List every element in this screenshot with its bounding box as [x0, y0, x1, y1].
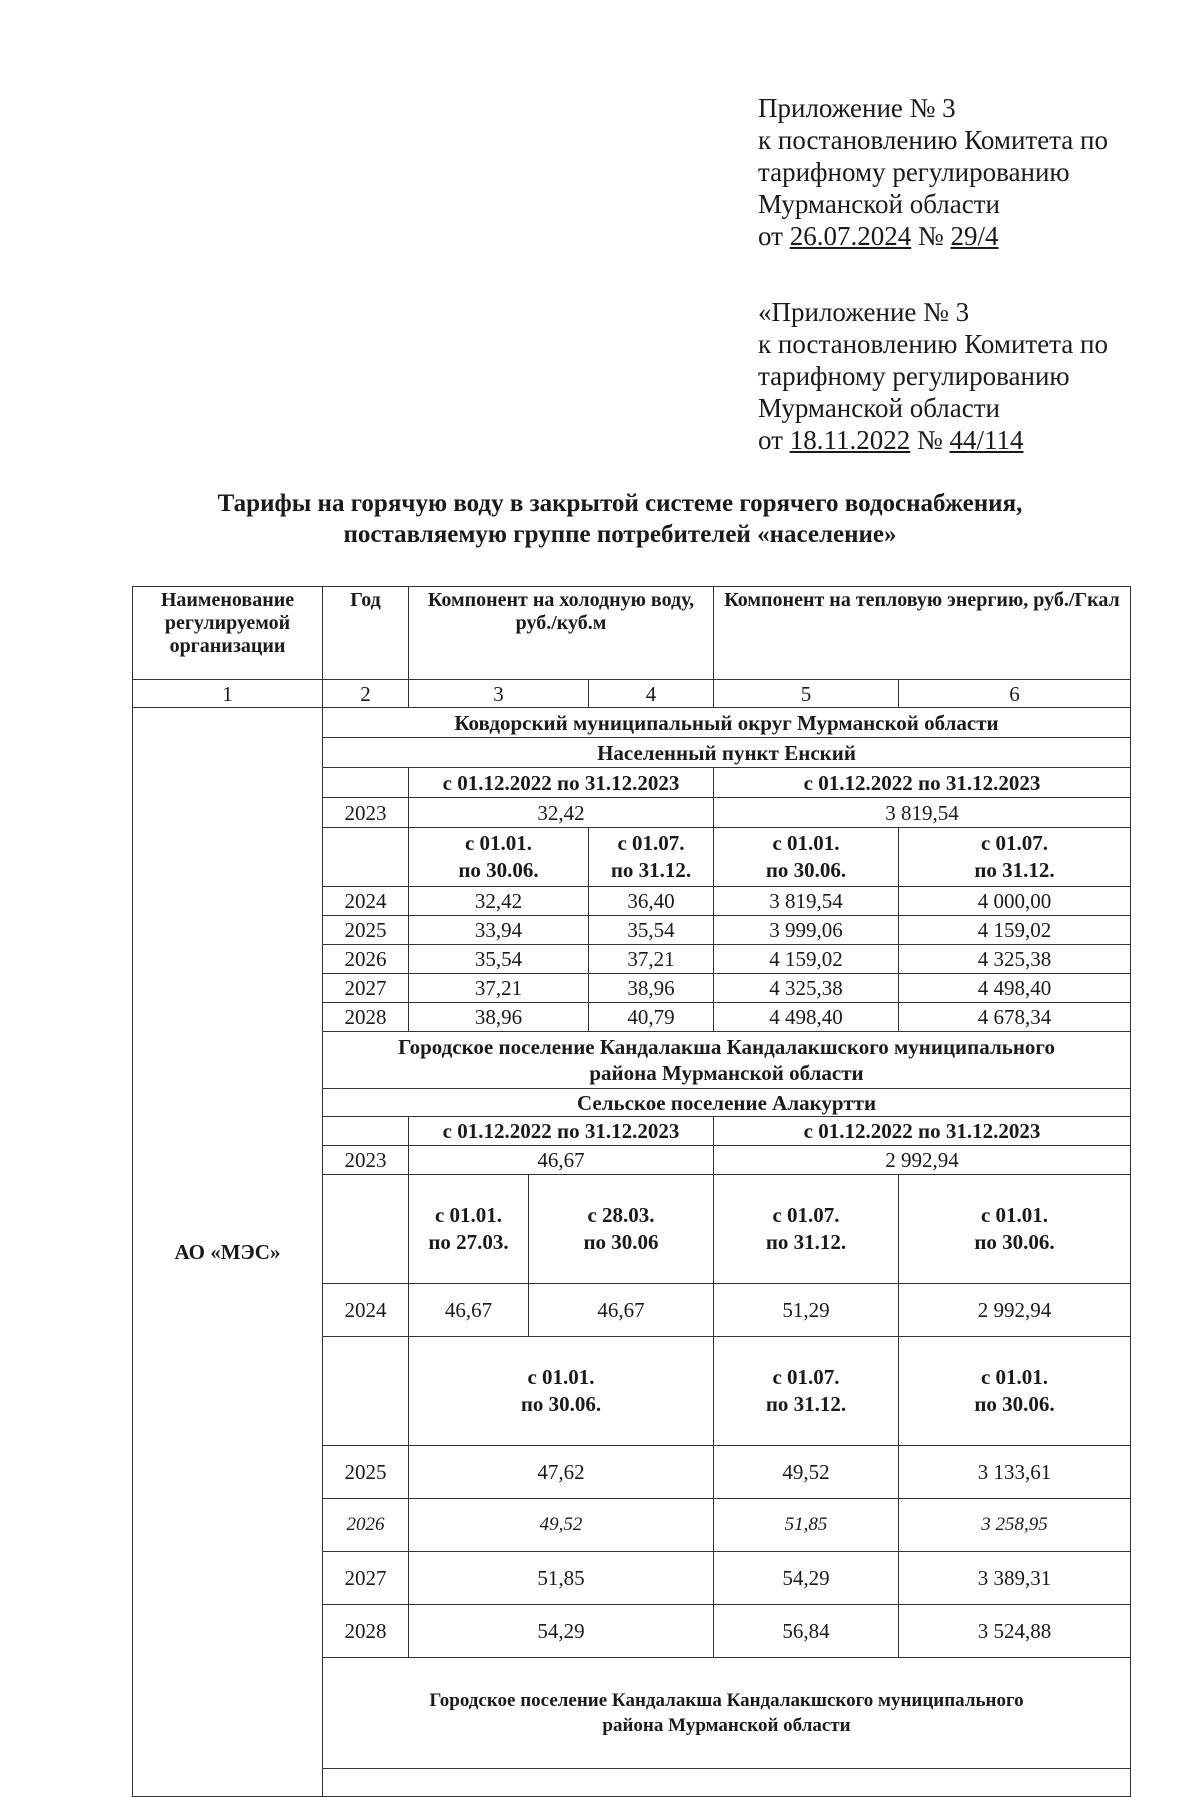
appendix-line: к постановлению Комитета по	[758, 125, 1108, 155]
year-cell: 2026	[323, 1499, 409, 1552]
district-name: Ковдорский муниципальный округ Мурманской области	[323, 708, 1131, 738]
district-line-1: Городское поселение Кандалакша Кандалакшского муниципального	[398, 1035, 1055, 1059]
subperiod-start: с 01.01.	[464, 831, 533, 855]
year-cell: 2028	[323, 1605, 409, 1658]
district-name	[323, 1032, 1131, 1089]
appendix-header-current	[758, 92, 1108, 252]
subperiod-end: по 30.06.	[458, 858, 539, 882]
heat-value: 4 159,02	[714, 945, 899, 974]
heat-value: 3 389,31	[899, 1552, 1131, 1605]
subperiod-cold-2	[589, 828, 714, 887]
year-cell: 2025	[323, 1446, 409, 1499]
subperiod-cold-1	[409, 828, 589, 887]
appendix-date-prefix: от	[758, 425, 783, 455]
appendix-number-sign: №	[917, 221, 944, 251]
period-heat: с 01.12.2022 по 31.12.2023	[714, 768, 1131, 798]
cold-value: 32,42	[409, 887, 589, 916]
cold-value: 46,67	[409, 1284, 529, 1337]
appendix-date-line	[758, 220, 1108, 252]
cold-value: 38,96	[409, 1003, 589, 1032]
subperiod-end: по 31.12.	[765, 1392, 847, 1416]
cold-value: 51,85	[714, 1499, 899, 1552]
heat-value: 3 524,88	[899, 1605, 1131, 1658]
year-cell: 2023	[323, 798, 409, 828]
column-number-row	[133, 680, 1131, 708]
heat-value: 3 999,06	[714, 916, 899, 945]
year-cell: 2025	[323, 916, 409, 945]
empty-cell	[323, 1337, 409, 1446]
appendix-header-original	[758, 296, 1108, 456]
subperiod-start: с 01.01.	[980, 1365, 1049, 1389]
cold-value: 51,29	[714, 1284, 899, 1337]
heat-value: 4 000,00	[899, 887, 1131, 916]
subperiod-start: с 01.07.	[772, 1365, 840, 1389]
district-line-2: района Мурманской области	[589, 1061, 864, 1085]
column-number: 3	[409, 680, 589, 708]
year-cell: 2028	[323, 1003, 409, 1032]
cold-value: 35,54	[409, 945, 589, 974]
title-line-2: поставляемую группе потребителей «население»	[343, 521, 897, 548]
cold-value: 35,54	[589, 916, 714, 945]
appendix-line: Мурманской области	[758, 189, 1000, 219]
district-name	[323, 1658, 1131, 1769]
subperiod-heat-1	[899, 1175, 1131, 1284]
empty-cell	[323, 1117, 409, 1146]
heat-value: 3 819,54	[714, 887, 899, 916]
cold-value: 47,62	[409, 1446, 714, 1499]
district-line-1: Городское поселение Кандалакша Кандалакшского муниципального	[429, 1690, 1024, 1711]
subperiod-start: с 01.07.	[772, 1203, 840, 1227]
subperiod-end: по 30.06.	[520, 1392, 602, 1416]
column-number: 1	[133, 680, 323, 708]
header-year: Год	[323, 587, 409, 680]
subperiod-heat-1	[899, 1337, 1131, 1446]
table-header-row	[133, 587, 1131, 680]
subperiod-start: с 01.01.	[434, 1203, 503, 1227]
subperiod-start: с 01.01.	[980, 1203, 1049, 1227]
subperiod-cold-1	[409, 1337, 714, 1446]
appendix-number: 44/114	[949, 425, 1024, 455]
settlement-name: Населенный пункт Енский	[323, 738, 1131, 768]
subperiod-end: по 30.06.	[974, 1230, 1055, 1254]
settlement-name: Сельское поселение Алакуртти	[323, 1089, 1131, 1117]
heat-value: 2 992,94	[714, 1146, 1131, 1175]
subperiod-end: по 30.06.	[765, 858, 847, 882]
appendix-line: Мурманской области	[758, 393, 1000, 423]
cold-value: 51,85	[409, 1552, 714, 1605]
cold-value: 46,67	[409, 1146, 714, 1175]
year-cell: 2023	[323, 1146, 409, 1175]
column-number: 2	[323, 680, 409, 708]
district-row	[133, 708, 1131, 738]
heat-value: 4 325,38	[714, 974, 899, 1003]
period-heat: с 01.12.2022 по 31.12.2023	[714, 1117, 1131, 1146]
subperiod-end: по 31.12.	[610, 858, 692, 882]
heat-value: 4 678,34	[899, 1003, 1131, 1032]
document-title	[120, 488, 1120, 550]
cold-value: 36,40	[589, 887, 714, 916]
heat-value: 3 819,54	[714, 798, 1131, 828]
appendix-line: тарифному регулированию	[758, 157, 1070, 187]
appendix-date: 18.11.2022	[789, 425, 911, 455]
header-heat-energy: Компонент на тепловую энергию, руб./Гкал	[714, 587, 1131, 680]
column-number: 4	[589, 680, 714, 708]
appendix-line: к постановлению Комитета по	[758, 329, 1108, 359]
subperiod-cold-2	[529, 1175, 714, 1284]
appendix-date-prefix: от	[758, 221, 783, 251]
empty-cell	[323, 768, 409, 798]
tariff-table	[132, 586, 1131, 1797]
year-cell: 2024	[323, 887, 409, 916]
cold-value: 32,42	[409, 798, 714, 828]
cold-value: 49,52	[714, 1446, 899, 1499]
empty-cell	[323, 828, 409, 887]
appendix-line: «Приложение № 3	[758, 297, 970, 327]
cold-value: 37,21	[589, 945, 714, 974]
appendix-number-sign: №	[916, 425, 943, 455]
subperiod-start: с 28.03.	[587, 1203, 655, 1227]
heat-value: 3 258,95	[899, 1499, 1131, 1552]
cold-value: 49,52	[409, 1499, 714, 1552]
heat-value: 4 498,40	[899, 974, 1131, 1003]
subperiod-start: с 01.07.	[980, 831, 1049, 855]
subperiod-start: с 01.07.	[617, 831, 685, 855]
year-cell: 2024	[323, 1284, 409, 1337]
cold-value: 46,67	[529, 1284, 714, 1337]
appendix-date: 26.07.2024	[789, 221, 912, 251]
subperiod-end: по 31.12.	[765, 1230, 847, 1254]
subperiod-cold-1	[409, 1175, 529, 1284]
appendix-number: 29/4	[950, 221, 999, 251]
column-number: 6	[899, 680, 1131, 708]
year-cell: 2027	[323, 974, 409, 1003]
subperiod-end: по 30.06	[583, 1230, 659, 1254]
cold-value: 54,29	[409, 1605, 714, 1658]
title-line-1: Тарифы на горячую воду в закрытой системе горячего водоснабжения,	[217, 490, 1023, 517]
subperiod-end: по 30.06.	[974, 1392, 1055, 1416]
subperiod-cold-3	[714, 1175, 899, 1284]
subperiod-start: с 01.01.	[527, 1365, 595, 1389]
period-cold: с 01.12.2022 по 31.12.2023	[409, 1117, 714, 1146]
heat-value: 3 133,61	[899, 1446, 1131, 1499]
cold-value: 40,79	[589, 1003, 714, 1032]
heat-value: 4 325,38	[899, 945, 1131, 974]
heat-value: 4 498,40	[714, 1003, 899, 1032]
cold-value: 38,96	[589, 974, 714, 1003]
heat-value: 4 159,02	[899, 916, 1131, 945]
empty-cell	[323, 1769, 1131, 1797]
subperiod-heat-2	[899, 828, 1131, 887]
cold-value: 33,94	[409, 916, 589, 945]
cold-value: 54,29	[714, 1552, 899, 1605]
header-organization: Наименование регулируемой организации	[133, 587, 323, 680]
subperiod-end: по 31.12.	[974, 858, 1055, 882]
period-cold: с 01.12.2022 по 31.12.2023	[409, 768, 714, 798]
subperiod-start: с 01.01.	[772, 831, 840, 855]
organization-name: АО «МЭС»	[133, 708, 323, 1797]
cold-value: 37,21	[409, 974, 589, 1003]
subperiod-heat-1	[714, 828, 899, 887]
year-cell: 2027	[323, 1552, 409, 1605]
subperiod-cold-2	[714, 1337, 899, 1446]
appendix-line: Приложение № 3	[758, 93, 956, 123]
header-cold-water: Компонент на холодную воду, руб./куб.м	[409, 587, 714, 680]
year-cell: 2026	[323, 945, 409, 974]
cold-value: 56,84	[714, 1605, 899, 1658]
appendix-line: тарифному регулированию	[758, 361, 1070, 391]
appendix-date-line	[758, 424, 1108, 456]
heat-value: 2 992,94	[899, 1284, 1131, 1337]
column-number: 5	[714, 680, 899, 708]
empty-cell	[323, 1175, 409, 1284]
subperiod-end: по 27.03.	[428, 1230, 509, 1254]
district-line-2: района Мурманской области	[602, 1715, 851, 1736]
